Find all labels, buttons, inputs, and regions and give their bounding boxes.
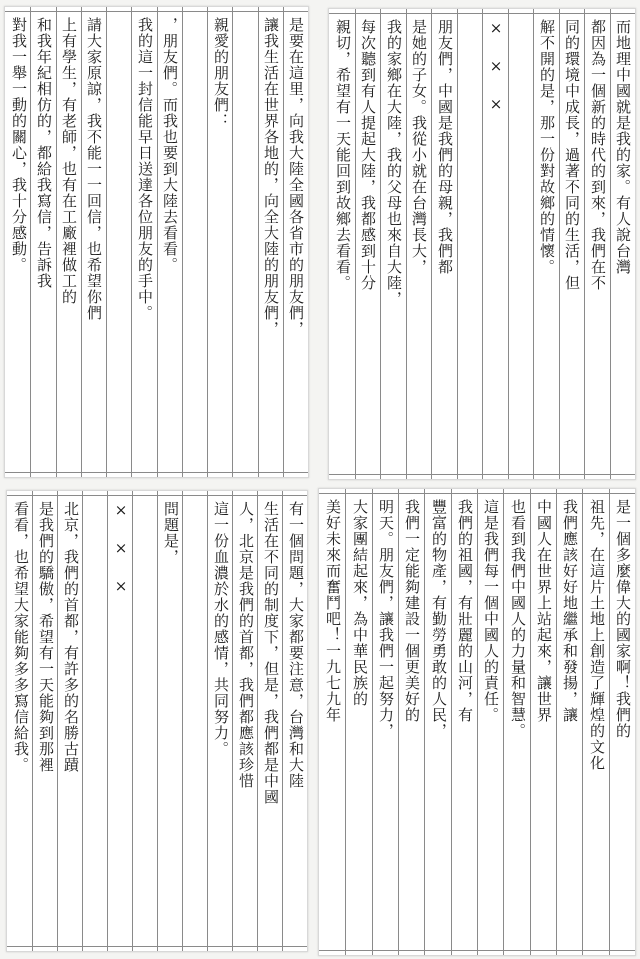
handwritten-line xyxy=(107,17,131,471)
handwritten-line: 親切，希望有一天能回到故鄉去看看。 xyxy=(334,19,352,291)
letter-page-4 xyxy=(318,488,636,956)
top-rule xyxy=(5,11,308,12)
handwritten-line: 這是我們每一個中國人的責任。 xyxy=(482,499,500,723)
letter-page-2 xyxy=(328,8,636,480)
handwritten-line: 我們的祖國，有壯麗的山河，有 xyxy=(456,499,474,723)
handwritten-line: 是她的子女。我從小就在台灣長大， xyxy=(410,19,428,275)
handwritten-line: 朋友們，中國是我們的母親，我們都 xyxy=(436,19,454,275)
handwritten-line xyxy=(508,19,532,473)
handwritten-line: 同的環境中成長，過著不同的生活，但 xyxy=(563,19,581,291)
column-rule xyxy=(424,489,425,955)
column-rule xyxy=(582,489,583,955)
bottom-rule xyxy=(329,474,635,475)
handwritten-line: 而地理中國就是我的家。有人說台灣 xyxy=(614,19,632,275)
handwritten-line: 豐富的物產，有勤勞勇敢的人民， xyxy=(430,499,448,739)
handwritten-line xyxy=(457,19,481,473)
handwritten-line: 都因為一個新的時代的到來，我們在不 xyxy=(589,19,607,291)
top-rule xyxy=(319,493,635,494)
handwritten-line xyxy=(83,501,107,945)
handwritten-line: 親愛的朋友們： xyxy=(212,17,230,129)
handwritten-line xyxy=(183,501,207,945)
handwritten-line: 解不開的是，那一份對故鄉的情懷。 xyxy=(538,19,556,275)
handwritten-line: 有一個問題，大家都要注意，台灣和大陸 xyxy=(287,501,305,789)
handwritten-line: 是要在這里，向我大陸全國各省市的朋友們， xyxy=(287,17,305,337)
handwritten-line: 請大家原諒，我不能一一回信，也希望你們 xyxy=(85,17,103,321)
handwritten-line xyxy=(133,501,157,945)
handwritten-line: × × × xyxy=(112,501,130,596)
handwritten-line: 北京，我們的首都，有許多的名勝古蹟 xyxy=(62,501,80,773)
handwritten-line xyxy=(233,17,257,471)
column-rule xyxy=(503,489,504,955)
handwritten-line: 中國人在世界上站起來，讓世界 xyxy=(535,499,553,723)
handwritten-line: 上有學生，有老師，也有在工廠裡做工的 xyxy=(60,17,78,305)
handwritten-line: × × × xyxy=(487,19,505,114)
handwritten-line: 這一份血濃於水的感情，共同努力。 xyxy=(212,501,230,757)
handwritten-line: 和我年紀相仿的，都給我寫信，告訴我 xyxy=(35,17,53,289)
handwritten-line: ，朋友們。而我也要到大陸去看看。 xyxy=(161,17,179,273)
bottom-rule xyxy=(7,946,307,947)
handwritten-line: 我的家鄉在大陸，我的父母也來自大陸， xyxy=(385,19,403,307)
column-rule xyxy=(345,489,346,955)
handwritten-line: 祖先，在這片土地上創造了輝煌的文化 xyxy=(588,499,606,771)
bottom-rule xyxy=(319,950,635,951)
handwritten-line: 問題是， xyxy=(162,501,180,565)
top-rule xyxy=(7,495,307,496)
handwritten-line xyxy=(182,17,206,471)
handwritten-line: 看看，也希望大家能夠多多寫信給我。 xyxy=(12,501,30,773)
letter-page-1 xyxy=(4,6,309,478)
handwritten-line: 讓我生活在世界各地的，向全大陸的朋友們， xyxy=(262,17,280,337)
handwritten-line: 我們一定能夠建設一個更美好的 xyxy=(403,499,421,723)
handwritten-line: 大家團結起來，為中華民族的 xyxy=(351,499,369,707)
handwritten-line: 是一個多麼偉大的國家啊！我們的 xyxy=(614,499,632,739)
handwritten-line: 我的這一封信能早日送達各位朋友的手中。 xyxy=(136,17,154,321)
handwritten-line: 美好未來而奮鬥吧！一九七九年 xyxy=(324,499,342,723)
handwritten-line: 人，北京是我們的首都，我們都應該珍惜 xyxy=(237,501,255,789)
handwritten-line: 也看到我們中國人的力量和智慧。 xyxy=(509,499,527,739)
bottom-rule xyxy=(5,472,308,473)
handwritten-line: 明天。朋友們，讓我們一起努力， xyxy=(377,499,395,739)
handwritten-line: 每次聽到有人提起大陸，我都感到十分 xyxy=(359,19,377,291)
handwritten-line: 生活在不同的制度下，但是，我們都是中國 xyxy=(262,501,280,805)
handwritten-line: 對我一舉一動的關心，我十分感動。 xyxy=(10,17,28,273)
top-rule xyxy=(329,13,635,14)
letter-page-3 xyxy=(6,490,308,952)
handwritten-line: 是我們的驕傲，希望有一天能夠到那裡 xyxy=(37,501,55,773)
handwritten-line: 我們應該好好地繼承和發揚，讓 xyxy=(561,499,579,723)
